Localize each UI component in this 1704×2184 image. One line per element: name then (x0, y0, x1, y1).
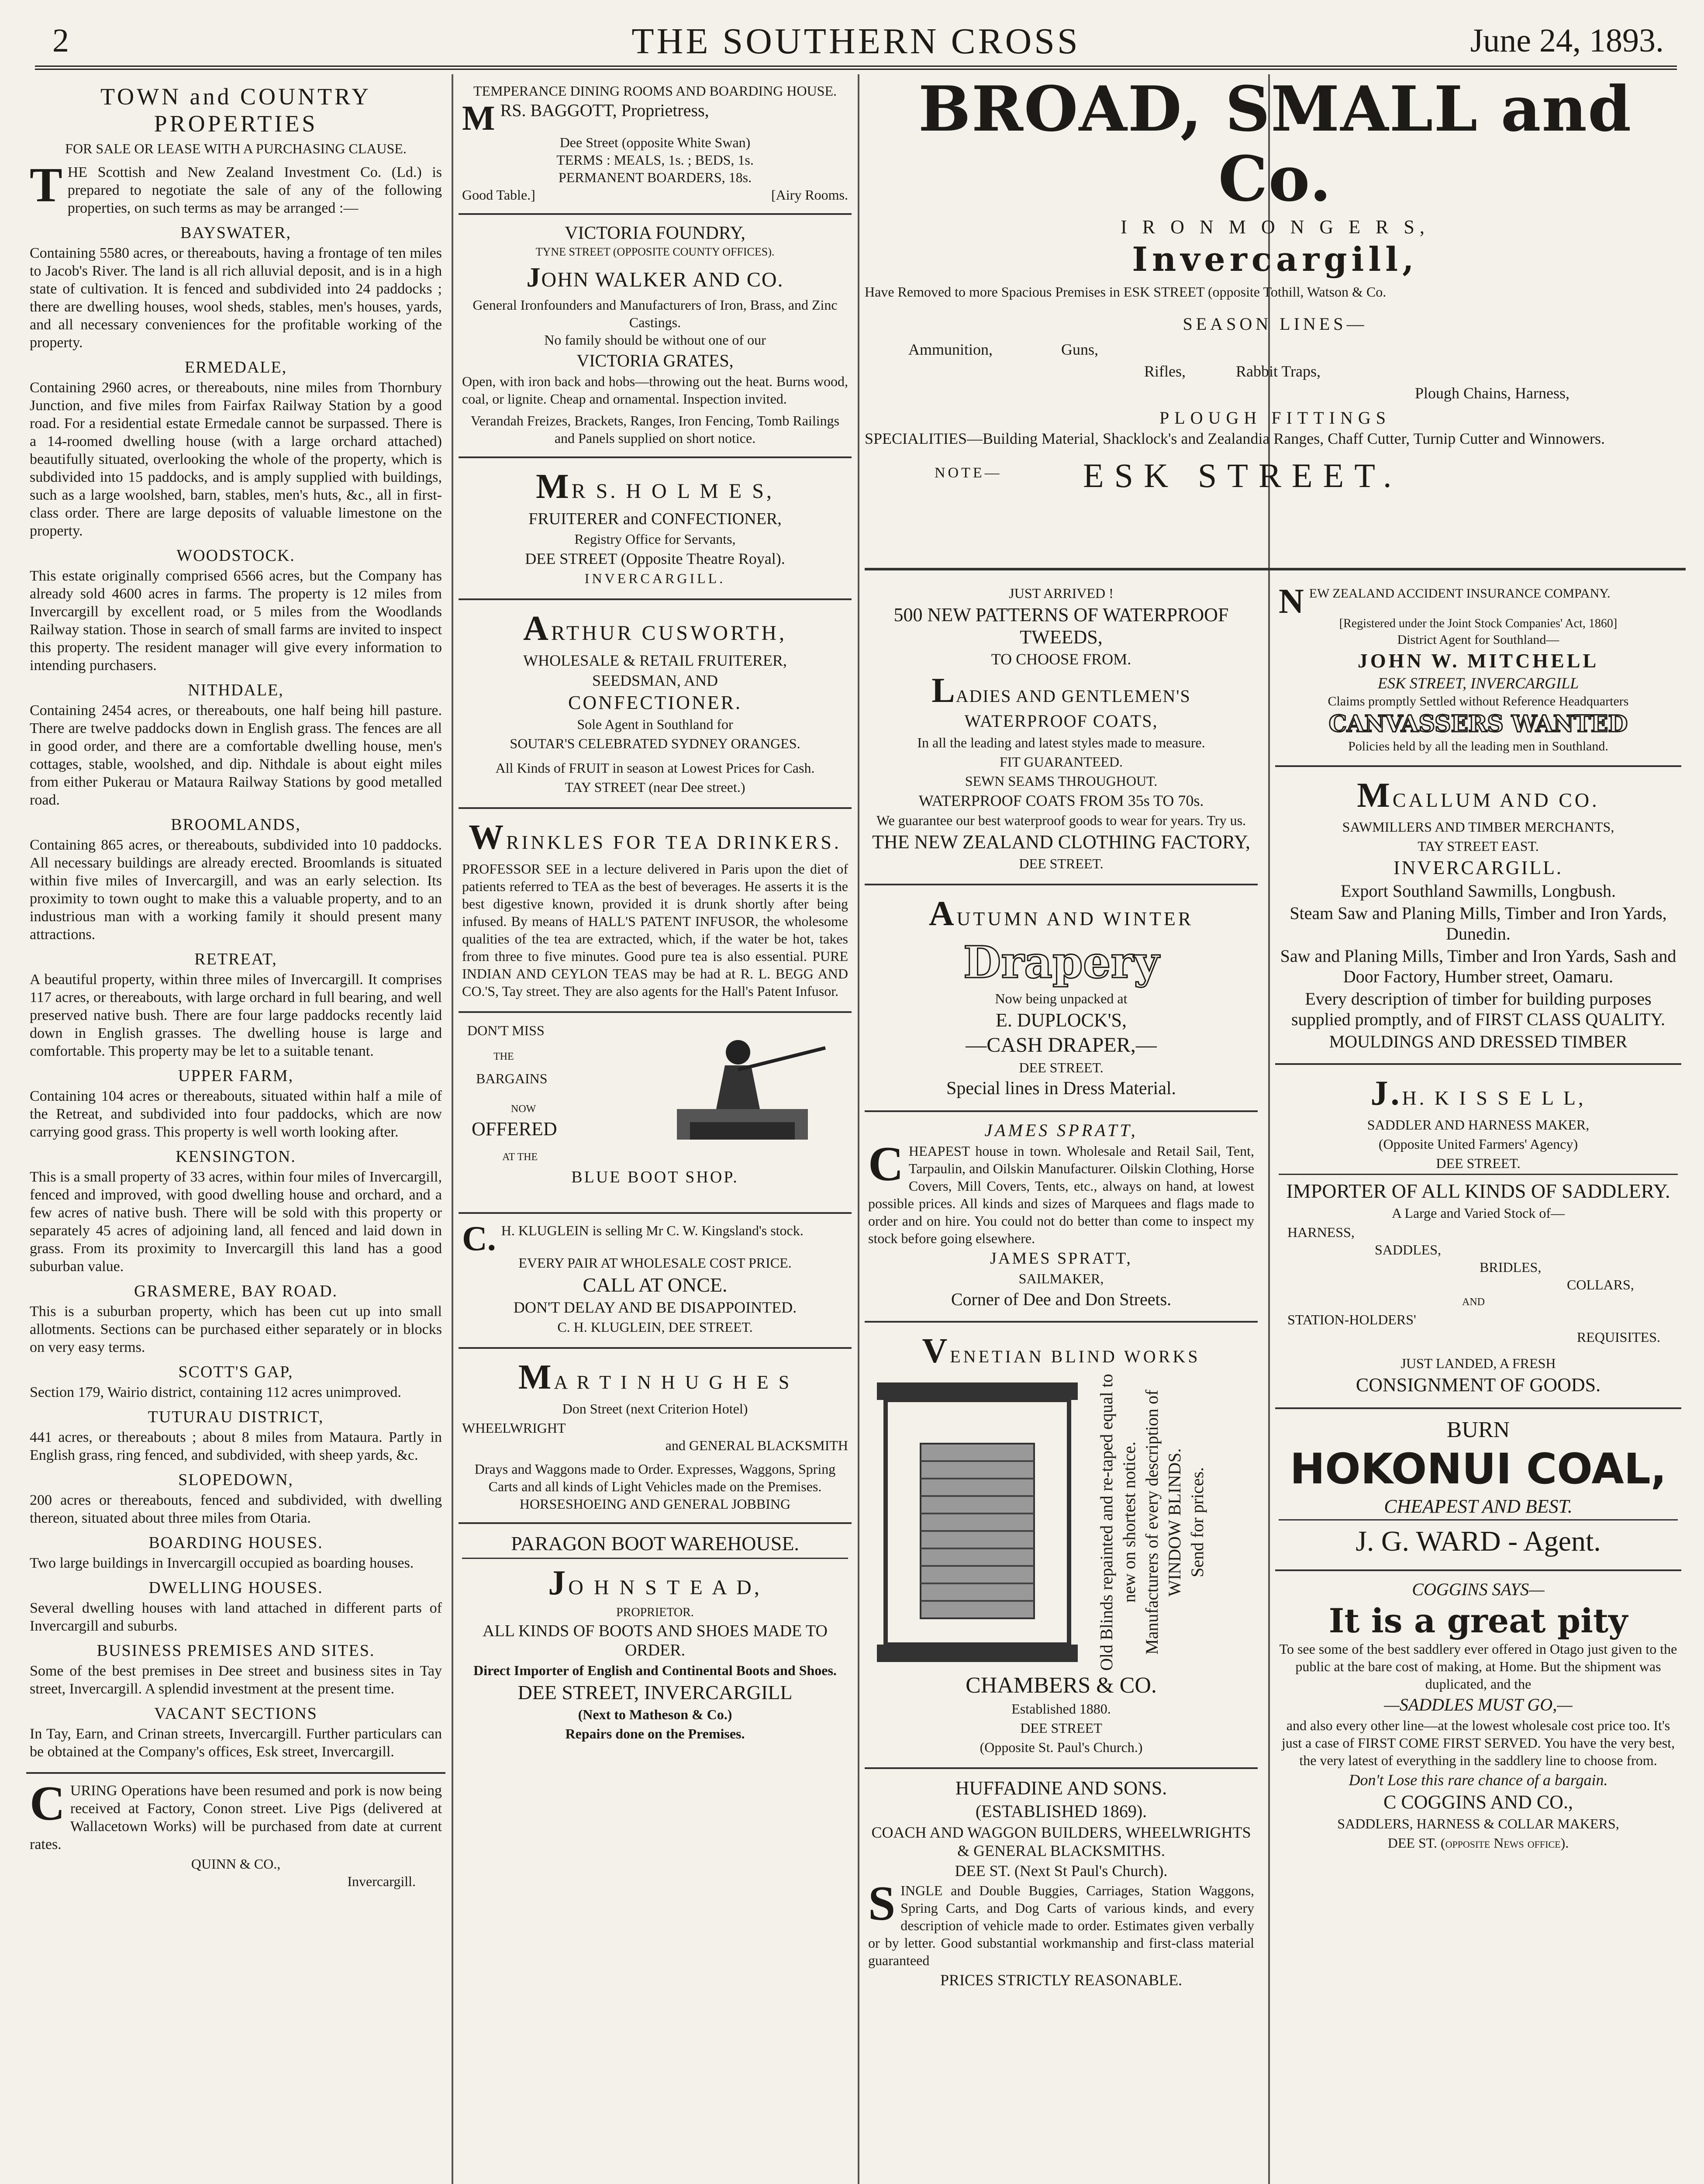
property-name: DWELLING HOUSES. (148, 1579, 323, 1597)
ad-address: TAY STREET EAST. (1418, 838, 1539, 854)
holmes-ad (459, 458, 852, 600)
column-3 (865, 577, 1258, 2184)
cusworth-ad (459, 600, 852, 809)
ad-text: NOW (511, 1103, 536, 1115)
ad-trade: WHEELWRIGHT (462, 1420, 566, 1436)
ad-body: Have Removed to more Spacious Premises in ESK STREET (opposite Tothill, Watson & Co. (865, 284, 1387, 300)
ad-trade: SAILMAKER, (1018, 1271, 1104, 1286)
column-1 (26, 74, 445, 2184)
ad-text: OFFERED (472, 1118, 557, 1140)
property-description: Containing 104 acres or thereabouts, situated within half a mile of the Retreat, and subdivided into four paddocks, which are now carrying good grass. This property is well worth looking after. (30, 1088, 442, 1140)
ad-address: DEE STREET (1020, 1720, 1102, 1736)
property-description: This estate originally comprised 6566 acres, but the Company has already sold 4600 acres in farms. The property is 12 miles from Invercargill by excellent road, or 5 miles from the Woodlands Railway station. Those in search of small farms are invited to inspect this property. The resident manager will give every information to intending purchasers. (30, 568, 442, 674)
property-description: Two large buildings in Invercargill occupied as boarding houses. (30, 1555, 414, 1571)
ad-note: NOTE— (935, 465, 1002, 481)
ad-trade: SADDLER AND HARNESS MAKER, (1367, 1117, 1590, 1133)
ad-town: INVERCARGILL. (584, 570, 726, 586)
ad-subheading: PLOUGH FITTINGS (1159, 408, 1391, 428)
kissell-ad (1275, 1065, 1681, 1409)
ad-address: (Opposite United Farmers' Agency) (1378, 1136, 1578, 1152)
ad-text: BARGAINS (476, 1071, 548, 1086)
ad-item: COLLARS, (1567, 1277, 1634, 1292)
duplock-ad (865, 885, 1258, 1112)
ad-address: ESK STREET, INVERCARGILL (1377, 674, 1579, 692)
ad-name: E. DUPLOCK'S, (995, 1009, 1127, 1031)
property-description: Several dwelling houses with land attached in different parts of Invercargill and suburbs. (30, 1600, 442, 1634)
column-2 (459, 74, 852, 2184)
ad-body: PROFESSOR SEE in a lecture delivered in Paris upon the diet of patients referred to TEA as the best of beverages. He asserts it is the best digestive known, provided it is drunk shortly after being infused. By means of HALL'S PATENT INFUSOR, the wholesome qualities of the tea are extracted, which, if the water be hot, takes from three to five minutes. Good pure tea is also essential. PURE INDIAN AND CEYLON TEAS may be had at R. L. BEGG AND CO.'S, Tay street. They are also agents for the Hall's Patent Infusor. (462, 861, 848, 999)
ad-text: CHEAPEST AND BEST. (1384, 1496, 1573, 1517)
section-rule (865, 568, 1686, 570)
ad-subheading: TYNE STREET (OPPOSITE COUNTY OFFICES). (535, 245, 775, 258)
ad-text: TO CHOOSE FROM. (991, 650, 1131, 668)
property-description: Containing 2454 acres, or thereabouts, one half being hill pasture. There are twelve paddocks down in English grass. The fences are all in good order, and there are a comfortable dwelling house, men's cottages, stable, woolshed, and dip. Nithdale is about eight miles from either Pukerau or Mataura Railway Stations by good metalled road. (30, 702, 442, 808)
ad-text: ALL KINDS OF BOOTS AND SHOES MADE TO ORDER. (483, 1622, 828, 1659)
ad-heading: Drapery (963, 936, 1159, 988)
ad-text: Export Southland Sawmills, Longbush. (1341, 881, 1616, 901)
ad-text: THE (493, 1051, 514, 1062)
ad-body: Registry Office for Servants, (574, 531, 736, 547)
ad-text: Every description of timber for building purposes supplied promptly, and of FIRST CLASS QUALITY. (1291, 989, 1665, 1029)
ad-subheading: FOR SALE OR LEASE WITH A PURCHASING CLAUSE. (65, 141, 407, 156)
ad-address: DEE STREET. (1019, 856, 1104, 871)
ad-address: DEE ST. (opposite News office). (1387, 1835, 1569, 1851)
ad-signature: QUINN & CO., (191, 1856, 281, 1872)
insurance-ad (1275, 577, 1681, 767)
properties-ad (26, 74, 445, 1774)
ad-heading: 500 NEW PATTERNS OF WATERPROOF TWEEDS, (893, 604, 1229, 648)
ad-address: DEE STREET, INVERCARGILL (517, 1681, 793, 1704)
ad-text: Now being unpacked at (995, 991, 1128, 1006)
newspaper-title: THE SOUTHERN CROSS (631, 21, 1080, 62)
ad-intro: THE Scottish and New Zealand Investment Co. (Ld.) is prepared to negotiate the sale of any of the following properties, on such terms as may be arranged :— (30, 158, 442, 216)
ad-heading: WRINKLES FOR TEA DRINKERS. (469, 818, 842, 857)
ad-heading: VICTORIA GRATES, (576, 351, 734, 370)
ad-trade: CONFECTIONER. (568, 692, 742, 713)
ad-body: In all the leading and latest styles made to measure. (917, 735, 1205, 750)
ad-name: CHAMBERS & CO. (966, 1673, 1157, 1698)
ad-heading: VENETIAN BLIND WORKS (922, 1332, 1200, 1370)
ad-heading: TOWN and COUNTRY PROPERTIES (100, 83, 371, 137)
ad-text: BURN (1446, 1417, 1510, 1442)
ad-body: CHEAPEST house in town. Wholesale and Retail Sail, Tent, Tarpaulin, and Oilskin Manufacturer. Oilskin Clothing, Horse Covers, Mill Covers, Tents, etc., always on hand, at lowest possible prices. All kinds and sizes of Marquees and flags made to order and on hire. You could not do better than come to inspect my stock before going elsewhere. (868, 1137, 1254, 1246)
property-description: This is a small property of 33 acres, within four miles of Invercargill, fenced and improved, with good dwelling house and orchard, and a few acres of native bush. There will be sold with this property or separately 45 acres of adjoining land, all fenced and laid down in grass. From its proximity to Invercargill this land has a good suburban value. (30, 1169, 442, 1275)
ad-text: COGGINS SAYS— (1412, 1579, 1545, 1599)
ad-name: J.H. K I S S E L L, (1370, 1074, 1586, 1113)
ad-text: Direct Importer of English and Continental Boots and Shoes. (473, 1662, 837, 1678)
ad-name: J. G. WARD - Agent. (1279, 1519, 1678, 1558)
ad-text: —SADDLES MUST GO,— (1384, 1695, 1573, 1714)
ad-town: INVERCARGILL. (1393, 857, 1563, 878)
ad-name: MA R T I N H U G H E S (518, 1358, 792, 1396)
ad-text: CONSIGNMENT OF GOODS. (1356, 1374, 1601, 1396)
ad-name: HUFFADINE AND SONS. (955, 1777, 1167, 1799)
property-name: BROOMLANDS, (171, 816, 301, 834)
ad-text: JUST LANDED, A FRESH (1400, 1355, 1556, 1371)
ad-body: To see some of the best saddlery ever offered in Otago just given to the public at the bare cost of making, at Home. But the shipment was duplicated, and the (1279, 1641, 1677, 1692)
ad-terms: TERMS : MEALS, 1s. ; BEDS, 1s. (556, 152, 754, 168)
ad-note: [Airy Rooms. (771, 187, 848, 203)
ad-trade: SADDLERS, HARNESS & COLLAR MAKERS, (1337, 1816, 1619, 1832)
column-rule (452, 74, 453, 2184)
ad-name: JOHN WALKER AND CO. (526, 262, 784, 293)
issue-date: June 24, 1893. (1470, 22, 1664, 59)
property-description: Containing 2960 acres, or thereabouts, nine miles from Thornbury Junction, and five miles from Fairfax Railway Station by a good road. For a residential estate Ermedale cannot be surpassed. There is a 14-roomed dwelling house (with a large orchard attached) beautifully situated, overlooking the whole of the property, which is subdivided into 15 paddocks, and is amply supplied with buildings, such as a large woolshed, barn, stables, men's huts, &c., all in first-class order. There are large deposits of valuable limestone on the property. (30, 380, 442, 539)
ad-terms: PERMANENT BOARDERS, 18s. (558, 169, 752, 185)
ad-text: A Large and Varied Stock of— (1391, 1205, 1565, 1221)
ad-text: Established 1880. (1011, 1701, 1111, 1717)
ad-body: Sole Agent in Southland for (577, 716, 733, 732)
ad-heading: BLUE BOOT SHOP. (571, 1168, 739, 1186)
ad-item: BRIDLES, (1480, 1259, 1542, 1275)
ad-heading: IMPORTER OF ALL KINDS OF SADDLERY. (1279, 1174, 1678, 1203)
ad-heading: CANVASSERS WANTED (1328, 711, 1628, 737)
ad-item: Plough Chains, Harness, (1415, 384, 1569, 402)
ad-text: DON'T MISS (467, 1023, 545, 1038)
ad-body: General Ironfounders and Manufacturers of Iron, Brass, and Zinc Castings. (473, 297, 838, 330)
property-description: Containing 5580 acres, or thereabouts, having a frontage of ten miles to Jacob's River. The land is all rich alluvial deposit, and is in a high state of cultivation. It is fenced and subdivided into 24 paddocks ; there are dwelling houses, wool sheds, stables, men's houses, yards, and all necessary conveniences for the profitable working of the property. (30, 245, 442, 351)
blue-boot-ad (459, 1013, 852, 1214)
kluglein-ad (459, 1214, 852, 1349)
ad-trade: SEEDSMAN, AND (592, 672, 718, 689)
ad-body: SINGLE and Double Buggies, Carriages, Station Waggons, Spring Carts, and Dog Carts of various kinds, and every description of vehicle made to order. Estimates given verbally or by letter. Good substantial workmanship and first-class material guaranteed (868, 1876, 1254, 1968)
ad-trade: COACH AND WAGGON BUILDERS, WHEELWRIGHTS & GENERAL BLACKSMITHS. (871, 1824, 1251, 1859)
ad-item: Rabbit Traps, (1236, 363, 1321, 380)
property-name: WOODSTOCK. (176, 546, 295, 565)
property-description: Containing 865 acres, or thereabouts, subdivided into 10 paddocks. All necessary buildings are already erected. Broomlands is situated within five miles of Invercargill, and was an early selection. Its proximity to town ought to make this a valuable property, and to an industrious man with a working family it should present many attractions. (30, 837, 442, 943)
ad-heading: THE NEW ZEALAND CLOTHING FACTORY, (872, 831, 1250, 853)
ad-trade: I R O N M O N G E R S, (1121, 216, 1430, 238)
venetian-ad (865, 1323, 1258, 1769)
huffadine-ad (865, 1769, 1258, 2001)
property-name: RETREAT, (194, 950, 277, 968)
ad-body: Verandah Freizes, Brackets, Ranges, Iron Fencing, Tomb Railings and Panels supplied on short notice. (470, 413, 840, 446)
ad-item: Guns, (1061, 341, 1099, 358)
ad-heading: AUTUMN AND WINTER (928, 895, 1194, 933)
curing-ad (26, 1774, 445, 1900)
ad-note: Good Table.] (462, 187, 535, 203)
ad-address: DEE STREET (Opposite Theatre Royal). (525, 550, 785, 567)
ad-address: DEE ST. (Next St Paul's Church). (955, 1862, 1168, 1880)
ad-name: C COGGINS AND CO., (1383, 1791, 1573, 1813)
ad-subheading: SEASON LINES— (1183, 314, 1368, 334)
ad-item: HARNESS, (1287, 1224, 1355, 1240)
ad-body: We guarantee our best waterproof goods to wear for years. Try us. (876, 812, 1246, 828)
ad-heading: NEW ZEALAND ACCIDENT INSURANCE COMPANY. (1279, 582, 1611, 621)
ad-address: ESK STREET. (1083, 456, 1402, 494)
ad-address: (Next to Matheson & Co.) (578, 1707, 732, 1722)
ad-heading: LADIES AND GENTLEMEN'S WATERPROOF COATS, (931, 671, 1191, 731)
ad-subheading: PROPRIETOR. (616, 1606, 694, 1619)
ad-heading: TEMPERANCE DINING ROOMS AND BOARDING HOUSE. (473, 83, 837, 99)
ad-text: District Agent for Southland— (1397, 632, 1559, 647)
ad-text: Saw and Planing Mills, Timber and Iron Yards, Sash and Door Factory, Humber street, Oamaru. (1280, 946, 1676, 986)
ad-body: All Kinds of FRUIT in season at Lowest Prices for Cash. (495, 760, 815, 776)
ad-text: Special lines in Dress Material. (946, 1078, 1176, 1099)
ad-body: SOUTAR'S CELEBRATED SYDNEY ORANGES. (510, 736, 800, 751)
ad-name: JOHN W. MITCHELL (1357, 650, 1599, 672)
ad-text: Claims promptly Settled without Reference Headquarters (1328, 694, 1629, 708)
ad-item: Rifles, (1144, 363, 1186, 380)
ad-text: Policies held by all the leading men in Southland. (1348, 739, 1608, 753)
ad-trade: —CASH DRAPER,— (966, 1033, 1157, 1057)
ad-signature-town: Invercargill. (347, 1873, 416, 1889)
hokonui-ad (1275, 1409, 1681, 1571)
property-name: ERMEDALE, (184, 358, 287, 377)
ad-address: DEE STREET. (1436, 1155, 1521, 1171)
ad-address: Corner of Dee and Don Streets. (951, 1289, 1172, 1309)
ad-vertical-text: Manufacturers of every description of WINDOW BLINDS. (1142, 1389, 1184, 1655)
ad-name: JO H N S T E A D, (462, 1558, 848, 1603)
ad-text: DON'T DELAY AND BE DISAPPOINTED. (513, 1299, 797, 1316)
ad-heading: JAMES SPRATT, (984, 1120, 1138, 1140)
hughes-ad (459, 1349, 852, 1524)
ad-heading: BROAD, SMALL and Co. (918, 74, 1632, 215)
ad-item: STATION-HOLDERS' (1287, 1312, 1416, 1327)
property-name: UPPER FARM, (178, 1067, 294, 1085)
ad-text: AT THE (502, 1151, 538, 1163)
clothing-ad (865, 577, 1258, 885)
ad-item: SADDLES, (1375, 1242, 1442, 1258)
ad-heading: It is a great pity (1328, 1601, 1628, 1640)
property-name: GRASMERE, BAY ROAD. (134, 1282, 338, 1300)
ad-body: Drays and Waggons made to Order. Expresses, Waggons, Spring Carts and all kinds of Light Vehicles made on the Premises. (474, 1461, 836, 1494)
ad-text: WATERPROOF COATS FROM 35s TO 70s. (918, 792, 1204, 809)
ad-item: AND (1462, 1296, 1485, 1308)
ad-address: DEE STREET. (1019, 1060, 1104, 1075)
ad-address: (Opposite St. Paul's Church.) (980, 1739, 1143, 1755)
ad-trade: and GENERAL BLACKSMITH (665, 1438, 848, 1453)
ad-body: and also every other line—at the lowest wholesale cost price too. It's just a case of FIRST COME FIRST SERVED. You have the very best, the very latest of everything in the saddlery line to choose from. (1281, 1717, 1675, 1768)
ad-body: Open, with iron back and hobs—throwing out the heat. Burns wood, coal, or lignite. Cheap and ornamental. Inspection invited. (462, 373, 848, 407)
masthead (35, 17, 1677, 70)
property-name: BUSINESS PREMISES AND SITES. (97, 1641, 375, 1660)
property-name: TUTURAU DISTRICT, (148, 1408, 324, 1426)
property-name: SCOTT'S GAP, (178, 1363, 293, 1381)
ad-heading: VICTORIA FOUNDRY, (565, 223, 745, 243)
ad-text: SEWN SEAMS THROUGHOUT. (965, 773, 1158, 789)
ad-trade: WHOLESALE & RETAIL FRUITERER, (523, 652, 787, 669)
ad-text: EVERY PAIR AT WHOLESALE COST PRICE. (518, 1255, 792, 1271)
ad-vertical-text: Send for prices. (1187, 1467, 1207, 1578)
property-description: Some of the best premises in Dee street and business sites in Tay street, Invercargill. A splendid investment at the present time. (30, 1663, 442, 1697)
foundry-ad (459, 215, 852, 458)
ad-text: FIT GUARANTEED. (999, 754, 1123, 770)
property-description: 441 acres, or thereabouts ; about 8 miles from Mataura. Partly in English grass, ring fenced, and subdivided, with sheep yards, &c. (30, 1429, 442, 1463)
ad-item: REQUISITES. (1576, 1329, 1660, 1345)
ad-text: Don't Lose this rare chance of a bargain. (1349, 1771, 1608, 1789)
property-description: This is a suburban property, which has been cut up into small allotments. Sections can be purchased either separately or in blocks on very easy terms. (30, 1303, 442, 1355)
property-description: A beautiful property, within three miles of Invercargill. It comprises 117 acres, or thereabouts, with large orchard in full bearing, and well preserved native bush. There are four large paddocks recently laid down in English grasses. The dwelling house is large and comfortable. This property may be let to a suitable tenant. (30, 971, 442, 1059)
property-name: BAYSWATER, (180, 224, 292, 242)
paragon-ad (459, 1524, 852, 1754)
ad-name: ARTHUR CUSWORTH, (523, 609, 787, 648)
property-list (30, 223, 442, 1761)
column-4 (1275, 577, 1681, 2184)
property-name: SLOPEDOWN, (178, 1471, 293, 1489)
property-description: In Tay, Earn, and Crinan streets, Invercargill. Further particulars can be obtained at the Company's offices, Esk street, Invercargill. (30, 1726, 442, 1760)
wrinkles-ad (459, 809, 852, 1013)
ad-signature: C. H. KLUGLEIN, DEE STREET. (557, 1319, 753, 1335)
ad-name: MR S. H O L M E S, (536, 467, 774, 506)
property-name: VACANT SECTIONS (154, 1704, 317, 1723)
property-description: Section 179, Wairio district, containing 112 acres unimproved. (30, 1384, 401, 1400)
property-name: NITHDALE, (188, 681, 284, 699)
broad-small-ad (865, 74, 1686, 572)
column-rule (858, 74, 859, 2184)
ad-name: MCALLUM AND CO. (1357, 776, 1600, 815)
coggins-ad (1275, 1571, 1681, 1863)
ad-address: Dee Street (opposite White Swan) (559, 135, 751, 150)
ad-signature: JAMES SPRATT, (990, 1249, 1132, 1268)
ad-item: Ammunition, (908, 341, 993, 358)
temperance-ad (459, 74, 852, 215)
ad-body: CURING Operations have been resumed and pork is now being received at Factory, Conon street. Live Pigs (delivered at Wallacetown Works) will be purchased from date at current rates. (30, 1776, 442, 1852)
ad-body: SPECIALITIES—Building Material, Shacklock's and Zealandia Ranges, Chaff Cutter, Turnip Cutter and Winnowers. (865, 430, 1605, 447)
ad-body: HORSESHOEING AND GENERAL JOBBING (519, 1496, 791, 1512)
page-number: 2 (52, 22, 69, 59)
ad-vertical-text: Old Blinds repainted and re-taped equal to new on shortest notice. (1097, 1374, 1139, 1671)
property-name: KENSINGTON. (176, 1147, 296, 1166)
property-description: 200 acres or thereabouts, fenced and subdivided, with dwelling thereon, situated about three miles from Otaria. (30, 1492, 442, 1526)
ad-heading: MOULDINGS AND DRESSED TIMBER (1329, 1032, 1628, 1051)
ad-heading: PARAGON BOOT WAREHOUSE. (511, 1532, 799, 1555)
property-name: BOARDING HOUSES. (148, 1534, 323, 1552)
spratt-ad (865, 1112, 1258, 1323)
ad-body: MRS. BAGGOTT, Proprietress, (462, 99, 709, 138)
ad-text: PRICES STRICTLY REASONABLE. (940, 1971, 1183, 1989)
ad-text: CALL AT ONCE. (583, 1274, 728, 1296)
ad-address: TAY STREET (near Dee street.) (565, 779, 745, 795)
blind-illustration (868, 1374, 1095, 1671)
ad-body: No family should be without one of our (544, 332, 766, 348)
soldier-illustration (651, 1022, 834, 1153)
mccallum-ad (1275, 767, 1681, 1065)
ad-text: (ESTABLISHED 1869). (975, 1801, 1147, 1821)
ad-text: Repairs done on the Premises. (565, 1726, 745, 1742)
ad-address: Don Street (next Criterion Hotel) (562, 1401, 748, 1417)
ad-text: [Registered under the Joint Stock Companies' Act, 1860] (1339, 617, 1618, 630)
ad-text: Steam Saw and Planing Mills, Timber and Iron Yards, Dunedin. (1290, 903, 1667, 943)
ad-body: C. H. KLUGLEIN is selling Mr C. W. Kingsland's stock. (462, 1220, 804, 1258)
ad-trade: FRUITERER and CONFECTIONER, (528, 510, 782, 528)
ad-text: JUST ARRIVED ! (1009, 585, 1114, 601)
ad-heading: HOKONUI COAL, (1290, 1444, 1667, 1493)
ad-trade: SAWMILLERS AND TIMBER MERCHANTS, (1342, 819, 1614, 835)
ad-town: Invercargill, (1132, 240, 1418, 279)
